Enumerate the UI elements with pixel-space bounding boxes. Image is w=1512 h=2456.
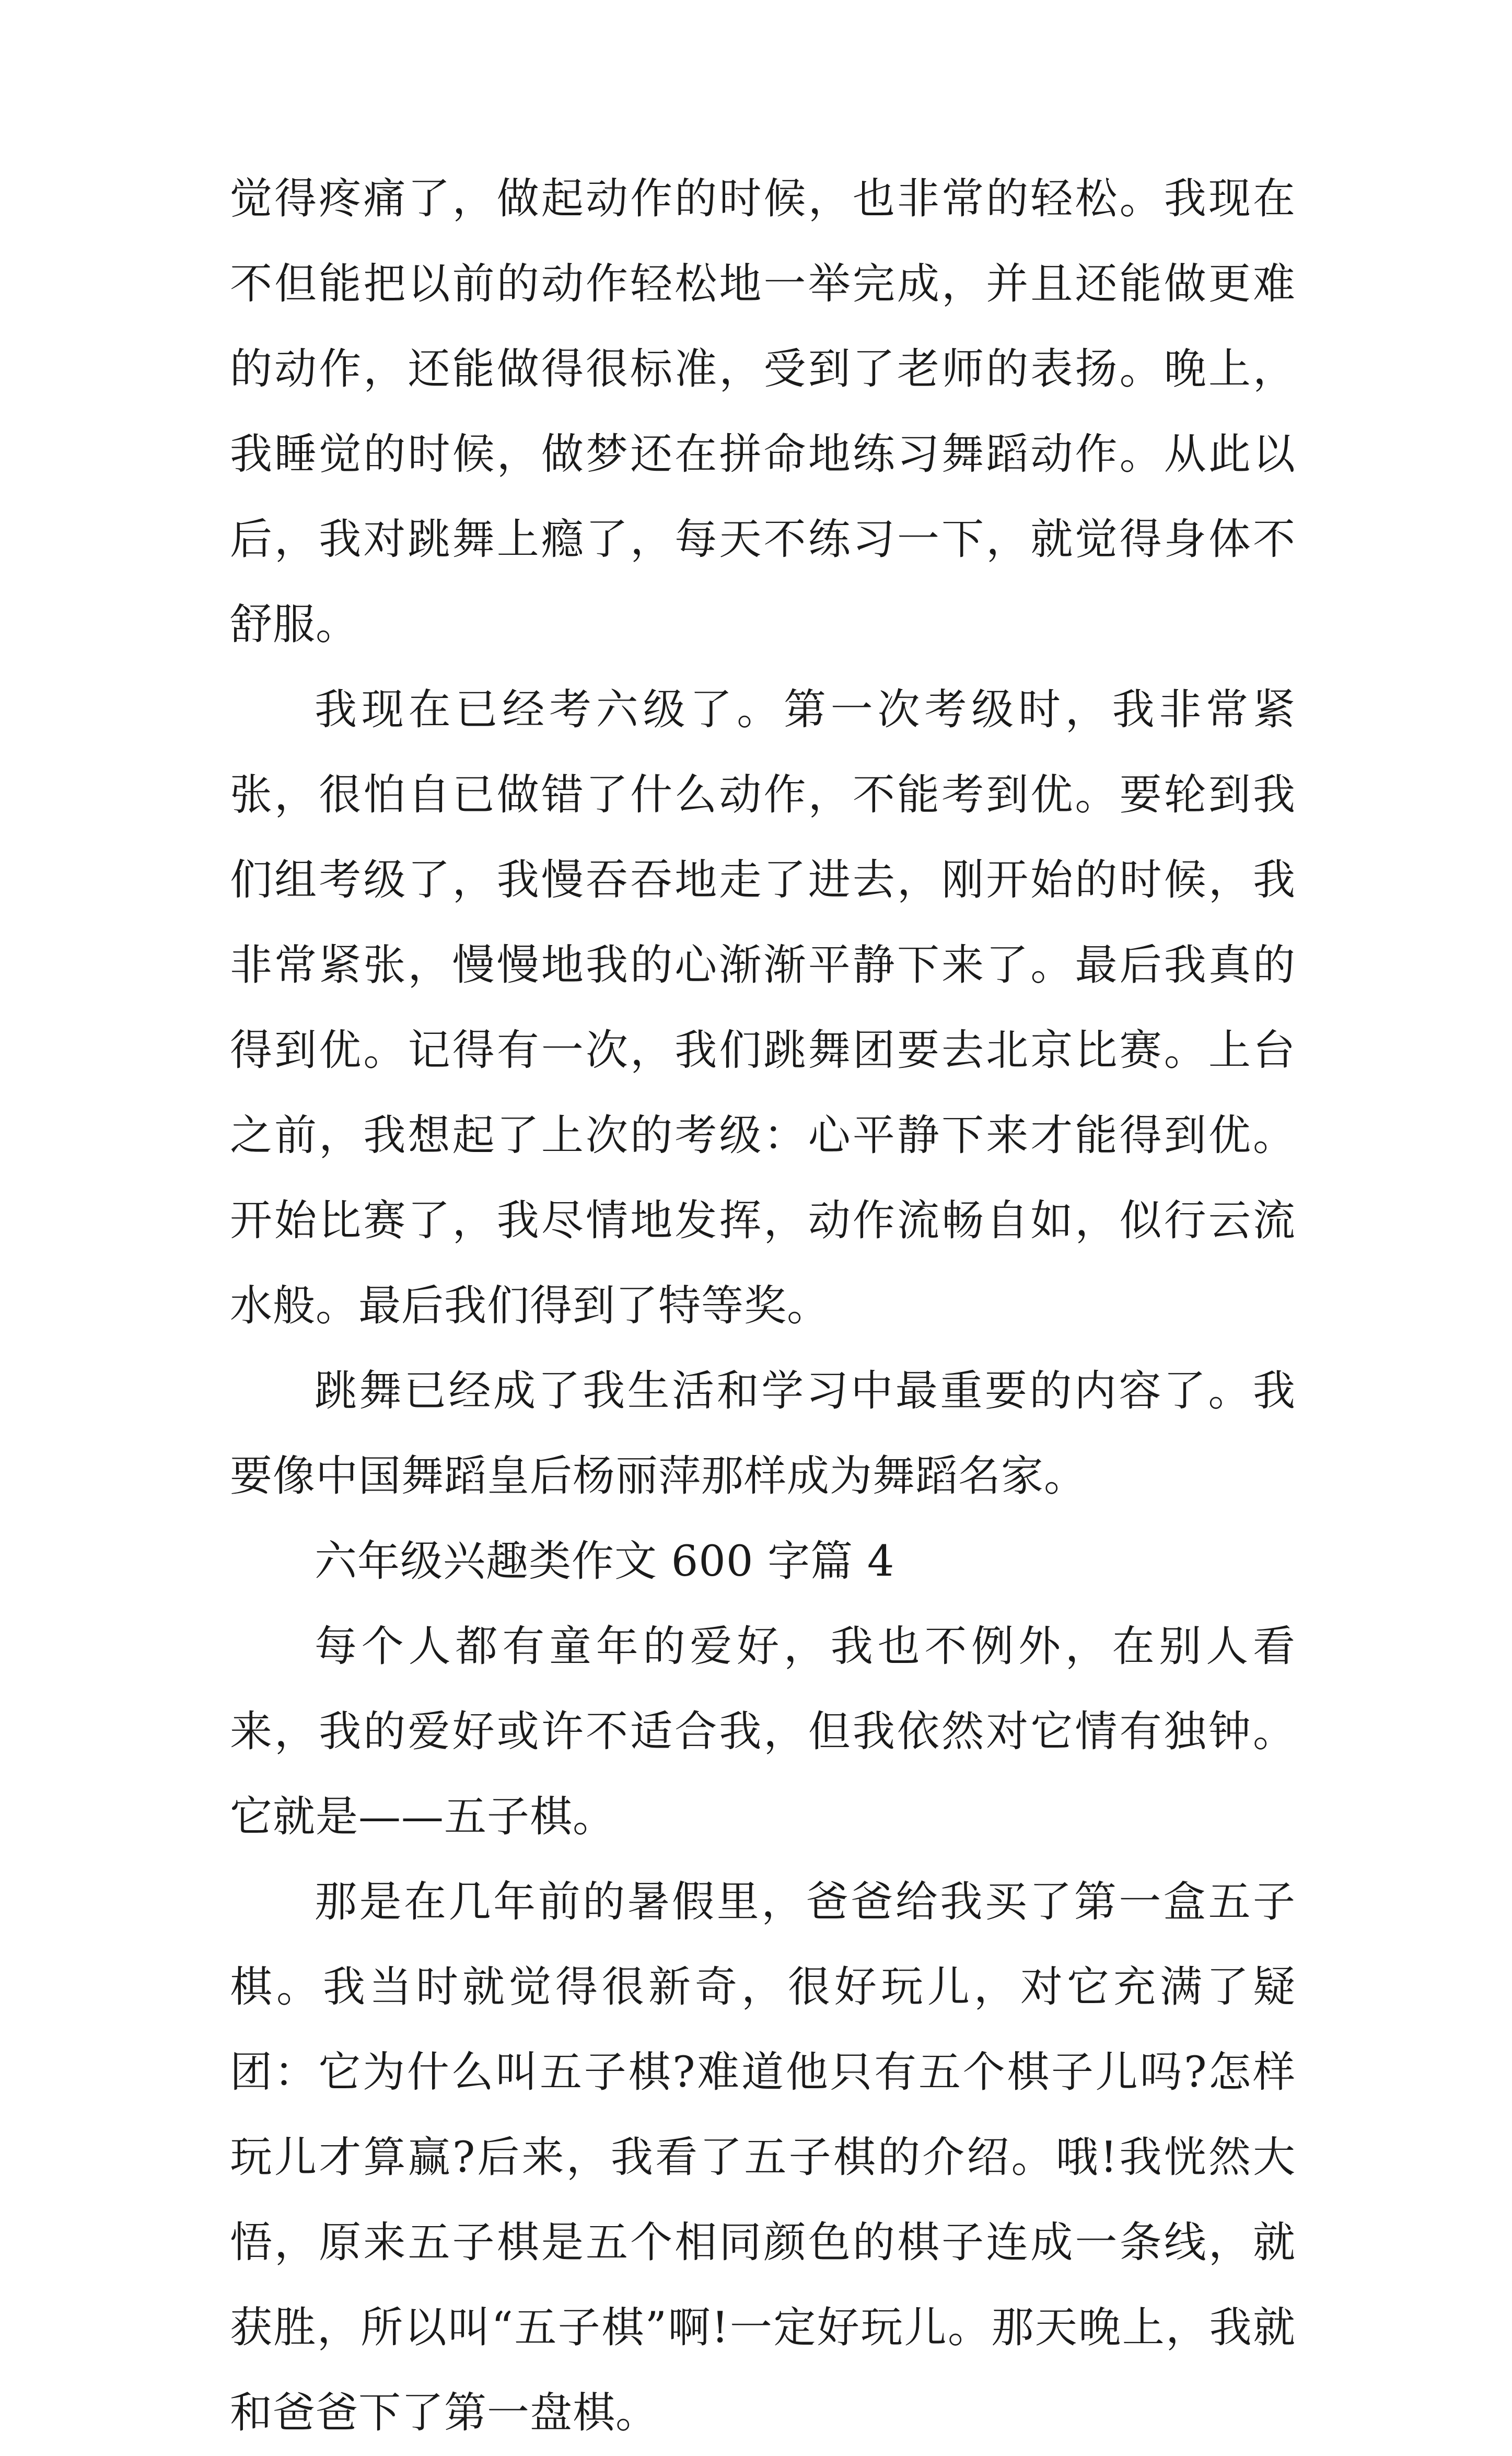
document-body	[230, 157, 1296, 2456]
paragraph-gomoku-story: 那是在几年前的暑假里，爸爸给我买了第一盒五子棋。我当时就觉得很新奇，很好玩儿，对它充满了疑团：它为什么叫五子棋?难道他只有五个棋子儿吗?怎样玩儿才算赢?后来，我看了五子棋的介绍。哦!我恍然大悟，原来五子棋是五个相同颜色的棋子连成一条线，就获胜，所以叫“五子棋”啊!一定好玩儿。那天晚上，我就和爸爸下了第一盘棋。	[230, 1878, 1296, 2438]
paragraph-continued: 觉得疼痛了，做起动作的时候，也非常的轻松。我现在不但能把以前的动作轻松地一举完成，并且还能做更难的动作，还能做得很标准，受到了老师的表扬。晚上，我睡觉的时候，做梦还在拼命地练习舞蹈动作。从此以后，我对跳舞上瘾了，每天不练习一下，就觉得身体不舒服。	[230, 174, 1296, 649]
paragraph-dance-goal: 跳舞已经成了我生活和学习中最重要的内容了。我要像中国舞蹈皇后杨丽萍那样成为舞蹈名家。	[230, 1367, 1296, 1501]
section-heading: 六年级兴趣类作文 600 字篇 4	[315, 1537, 895, 1586]
paragraph-exam-level: 我现在已经考六级了。第一次考级时，我非常紧张，很怕自已做错了什么动作，不能考到优。要轮到我们组考级了，我慢吞吞地走了进去，刚开始的时候，我非常紧张，慢慢地我的心渐渐平静下来了。最后我真的得到优。记得有一次，我们跳舞团要去北京比赛。上台之前，我想起了上次的考级：心平静下来才能得到优。开始比赛了，我尽情地发挥，动作流畅自如，似行云流水般。最后我们得到了特等奖。	[230, 685, 1296, 1331]
paragraph-hobby-intro: 每个人都有童年的爱好，我也不例外，在别人看来，我的爱好或许不适合我，但我依然对它情有独钟。它就是——五子棋。	[230, 1622, 1296, 1842]
